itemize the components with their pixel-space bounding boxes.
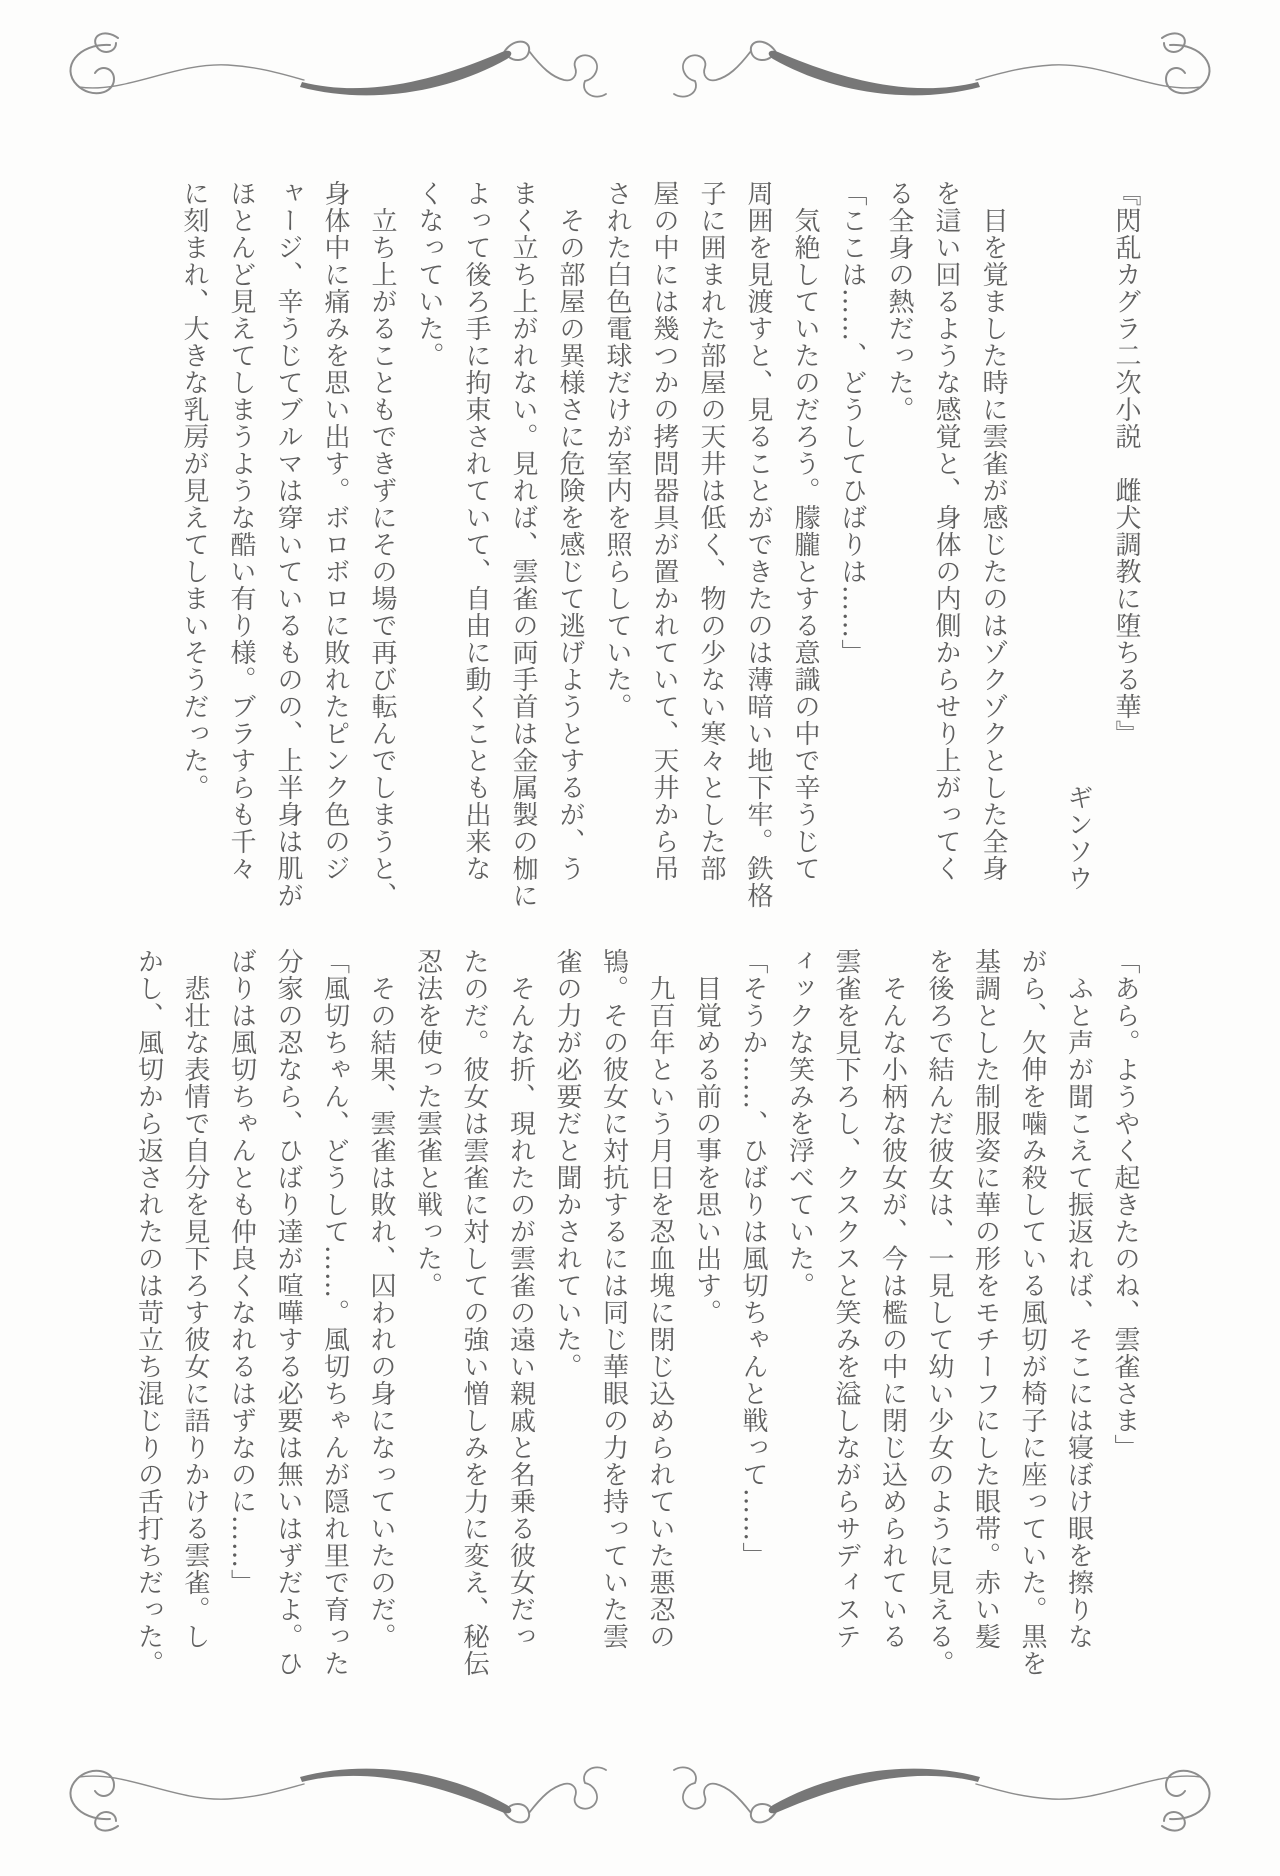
text-column: 基調とした制服姿に華の形をモチーフにした眼帯。赤い髪 bbox=[970, 948, 1001, 1650]
text-column: まく立ち上がれない。見れば、雲雀の両手首は金属製の枷に bbox=[508, 180, 538, 909]
text-column: ばりは風切ちゃんとも仲良くなれるはずなのに……」 bbox=[226, 948, 257, 1596]
text-column: その部屋の異様さに危険を感じて逃げようとするが、う bbox=[555, 180, 585, 882]
text-column: る全身の熱だった。 bbox=[884, 180, 914, 423]
text-column: 気絶していたのだろう。朦朧とする意識の中で辛うじて bbox=[790, 180, 820, 882]
flourish-divider-icon bbox=[50, 24, 1230, 102]
flourish-divider-icon bbox=[50, 1762, 1230, 1840]
text-column: ふと声が聞こえて振返れば、そこには寝ぼけ眼を擦りな bbox=[1063, 948, 1094, 1650]
text-column: そんな小柄な彼女が、今は檻の中に閉じ込められている bbox=[877, 948, 908, 1650]
text-column: に刻まれ、大きな乳房が見えてしまいそうだった。 bbox=[179, 180, 209, 801]
text-column: 悲壮な表情で自分を見下ろす彼女に語りかける雲雀。し bbox=[180, 948, 210, 1650]
text-column: を這い回るような感覚と、身体の内側からせり上がってく bbox=[931, 180, 961, 882]
text-column: 屋の中には幾つかの拷問器具が置かれていて、天井から吊 bbox=[649, 180, 679, 882]
text-column: ィックな笑みを浮べていた。 bbox=[784, 948, 815, 1299]
text-column: 周囲を見渡すと、見ることができたのは薄暗い地下牢。鉄格 bbox=[743, 180, 773, 909]
author-name: ギンソウ bbox=[1063, 784, 1093, 892]
bottom-text-block bbox=[125, 948, 1148, 1677]
text-column: その結果、雲雀は敗れ、囚われの身になっていたのだ。 bbox=[366, 948, 396, 1650]
text-column: ほとんど見えてしまうような酷い有り様。ブラすらも千々 bbox=[226, 180, 256, 882]
text-column: 子に囲まれた部屋の天井は低く、物の少ない寒々とした部 bbox=[696, 180, 726, 882]
text-column: 身体中に痛みを思い出す。ボロボロに敗れたピンク色のジ bbox=[320, 180, 350, 882]
text-column: 鴇。その彼女に対抗するには同じ華眼の力を持っていた雲 bbox=[598, 948, 629, 1650]
text-column: 「そうか……、ひばりは風切ちゃんと戦って……」 bbox=[738, 948, 768, 1569]
title-body-gap bbox=[1016, 180, 1054, 892]
text-column: された白色電球だけが室内を照らしていた。 bbox=[602, 180, 632, 720]
top-text-block bbox=[170, 180, 1150, 909]
text-column: 忍法を使った雲雀と戦った。 bbox=[412, 948, 443, 1299]
text-column: よって後ろ手に拘束されていて、自由に動くことも出来な bbox=[461, 180, 491, 882]
text-column: 「あら。ようやく起きたのね、雲雀さま」 bbox=[1110, 948, 1140, 1461]
text-column: がら、欠伸を噛み殺している風切が椅子に座っていた。黒を bbox=[1017, 948, 1047, 1677]
text-column: たのだ。彼女は雲雀に対しての強い憎しみを力に変え、秘伝 bbox=[459, 948, 489, 1677]
text-column: くなっていた。 bbox=[414, 180, 444, 369]
story-title: 『閃乱カグラ二次小説 雌犬調教に堕ちる華』 bbox=[1111, 180, 1141, 747]
text-column: そんな折、現れたのが雲雀の遠い親戚と名乗る彼女だっ bbox=[505, 948, 536, 1650]
text-column: 「風切ちゃん、どうして……。風切ちゃんが隠れ里で育った bbox=[319, 948, 350, 1677]
text-column: 「ここは……、どうしてひばりは……」 bbox=[837, 180, 867, 666]
text-column: 九百年という月日を忍血塊に閉じ込められていた悪忍の bbox=[645, 948, 675, 1650]
text-column: 目覚める前の事を思い出す。 bbox=[691, 948, 722, 1326]
text-column: 目を覚ました時に雲雀が感じたのはゾクゾクとした全身 bbox=[978, 180, 1008, 882]
text-column: 分家の忍なら、ひばり達が喧嘩する必要は無いはずだよ。ひ bbox=[273, 948, 303, 1677]
text-column: 雲雀を見下ろし、クスクスと笑みを溢しながらサディステ bbox=[831, 948, 861, 1650]
text-column: かし、風切から返されたのは苛立ち混じりの舌打ちだった。 bbox=[133, 948, 164, 1677]
text-column: 立ち上がることもできずにその場で再び転んでしまうと、 bbox=[367, 180, 397, 909]
scene-two-columns bbox=[125, 948, 1148, 1677]
scene-one-columns bbox=[170, 180, 1016, 909]
text-column: ャージ、辛うじてブルマは穿いているものの、上半身は肌が bbox=[273, 180, 303, 909]
text-column: 雀の力が必要だと聞かされていた。 bbox=[552, 948, 582, 1380]
text-column: を後ろで結んだ彼女は、一見して幼い少女のように見える。 bbox=[924, 948, 954, 1677]
